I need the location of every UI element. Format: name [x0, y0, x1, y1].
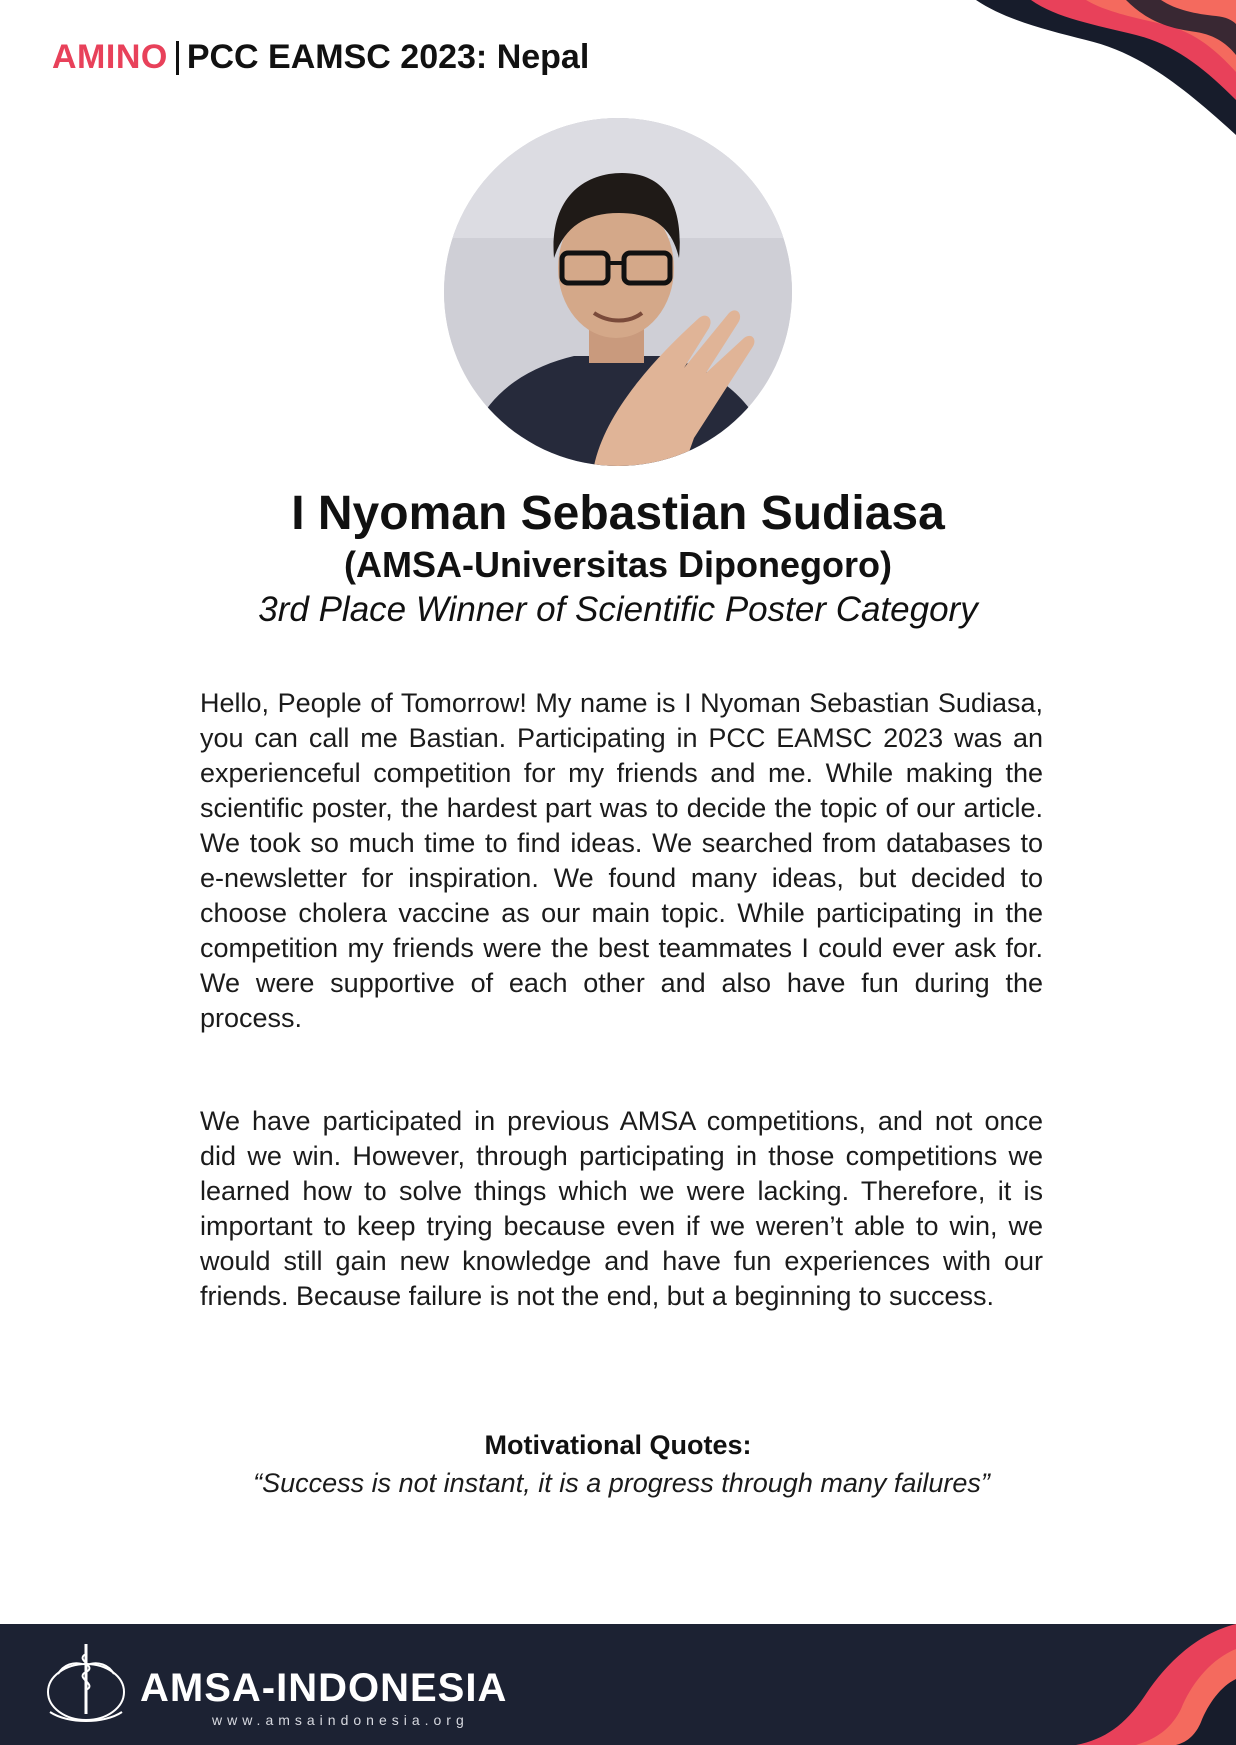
quote-heading: Motivational Quotes:: [484, 1430, 752, 1460]
header-divider: [176, 41, 179, 75]
testimony-paragraph-1: Hello, People of Tomorrow! My name is I Nyoman Sebastian Sudiasa, you can call me Bastian. Participating in PCC EAMSC 2023 was an experienceful competition for my friends and me. While making the scientific poster, the hardest part was to decide the topic of our article. We took so much time to find ideas. We searched from databases to e-newsletter for inspiration. We found many ideas, but decided to choose cholera vaccine as our main topic. While participating in the competition my friends were the best teammates I could ever ask for. We were supportive of each other and also have fun during the process.: [200, 688, 1043, 1033]
profile-photo: [444, 118, 792, 466]
person-illustration: [444, 118, 792, 466]
corner-decoration-bottom: [996, 1624, 1236, 1745]
footer-website: www.amsaindonesia.org: [212, 1712, 469, 1728]
person-affiliation: (AMSA-Universitas Diponegoro): [343, 544, 893, 585]
testimony-paragraph-2: We have participated in previous AMSA competitions, and not once did we win. However, through participating in those competitions we learned how to solve things which we were lacking. Therefore, it is important to keep trying because even if we weren’t able to win, we would still gain new knowledge and have fun experiences with our friends. Because failure is not the end, but a beginning to success.: [200, 1106, 1043, 1311]
footer-bar: [0, 1624, 1236, 1745]
corner-decoration-top: [936, 0, 1236, 150]
quote-text: “Success is not instant, it is a progress through many failures”: [253, 1468, 990, 1498]
footer-org-name: AMSA-INDONESIA: [140, 1666, 508, 1710]
amsa-logo-icon: [38, 1634, 134, 1736]
award-title: 3rd Place Winner of Scientific Poster Category: [258, 590, 978, 629]
event-title: PCC EAMSC 2023: Nepal: [186, 38, 590, 76]
person-name: I Nyoman Sebastian Sudiasa: [291, 487, 945, 540]
brand-label: AMINO: [52, 38, 168, 76]
page-header: [52, 38, 589, 77]
